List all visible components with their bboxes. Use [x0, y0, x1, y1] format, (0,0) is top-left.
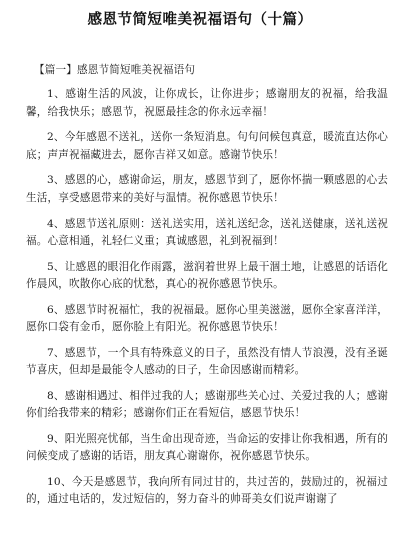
- paragraph-6: 6、感恩节时祝福忙，我的祝福最。愿你心里美滋滋，愿你全家喜洋洋，愿你口袋有金币，愿你脸上有阳光。祝你感恩节快乐！: [26, 303, 388, 334]
- paragraph-1: 1、感谢生活的风波，让你成长，让你进步；感谢朋友的祝福，给我温馨，给我快乐；感恩节，祝愿最挂念的你永远幸福！: [26, 88, 388, 118]
- paragraph-7: 7、感恩节，一个具有特殊意义的日子，虽然没有情人节浪漫，没有圣诞节喜庆，但却是最能令人感动的日子，生命因感谢而精彩。: [26, 346, 388, 377]
- article-body: [26, 62, 388, 517]
- paragraph-9: 9、阳光照亮忧郁，当生命出现奇迹，当命运的安排让你我相遇，所有的问候变成了感谢的话语，朋友真心谢谢你，祝你感恩节快乐。: [26, 433, 388, 463]
- paragraph-2: 2、今年感恩不送礼，送你一条短消息。句句问候包真意，暖流直达你心底；声声祝福藏进去，愿你吉祥又如意。感谢节快乐！: [26, 131, 388, 161]
- paragraph-4: 4、感恩节送礼原则：送礼送实用，送礼送纪念，送礼送健康，送礼送祝福。心意相通，礼轻仁义重；真诚感恩，礼到祝福到！: [26, 217, 388, 247]
- paragraph-8: 8、感谢相遇过、相伴过我的人；感谢那些关心过、关爱过我的人；感谢你们给我带来的精彩；感谢你们正在看短信，感恩节快乐！: [26, 389, 388, 420]
- paragraph-3: 3、感恩的心，感谢命运，朋友，感恩节到了，愿你怀揣一颗感恩的心去生活，享受感恩带来的美好与温情。祝你感恩节快乐！: [26, 174, 388, 204]
- paragraph-10: 10、今天是感恩节，我向所有同过甘的，共过苦的，鼓励过的，祝福过的，通过电话的，发过短信的，努力奋斗的帅哥美女们说声谢谢了: [26, 476, 388, 506]
- section-heading: 【篇一】感恩节简短唯美祝福语句: [34, 64, 196, 76]
- paragraph-5: 5、让感恩的眼泪化作雨露，滋润着世界上最干涸土地，让感恩的话语化作晨风，吹散你心底的忧愁，真心的祝你感恩节快乐。: [26, 260, 388, 290]
- page-title: 感恩节简短唯美祝福语句（十篇）: [87, 12, 313, 28]
